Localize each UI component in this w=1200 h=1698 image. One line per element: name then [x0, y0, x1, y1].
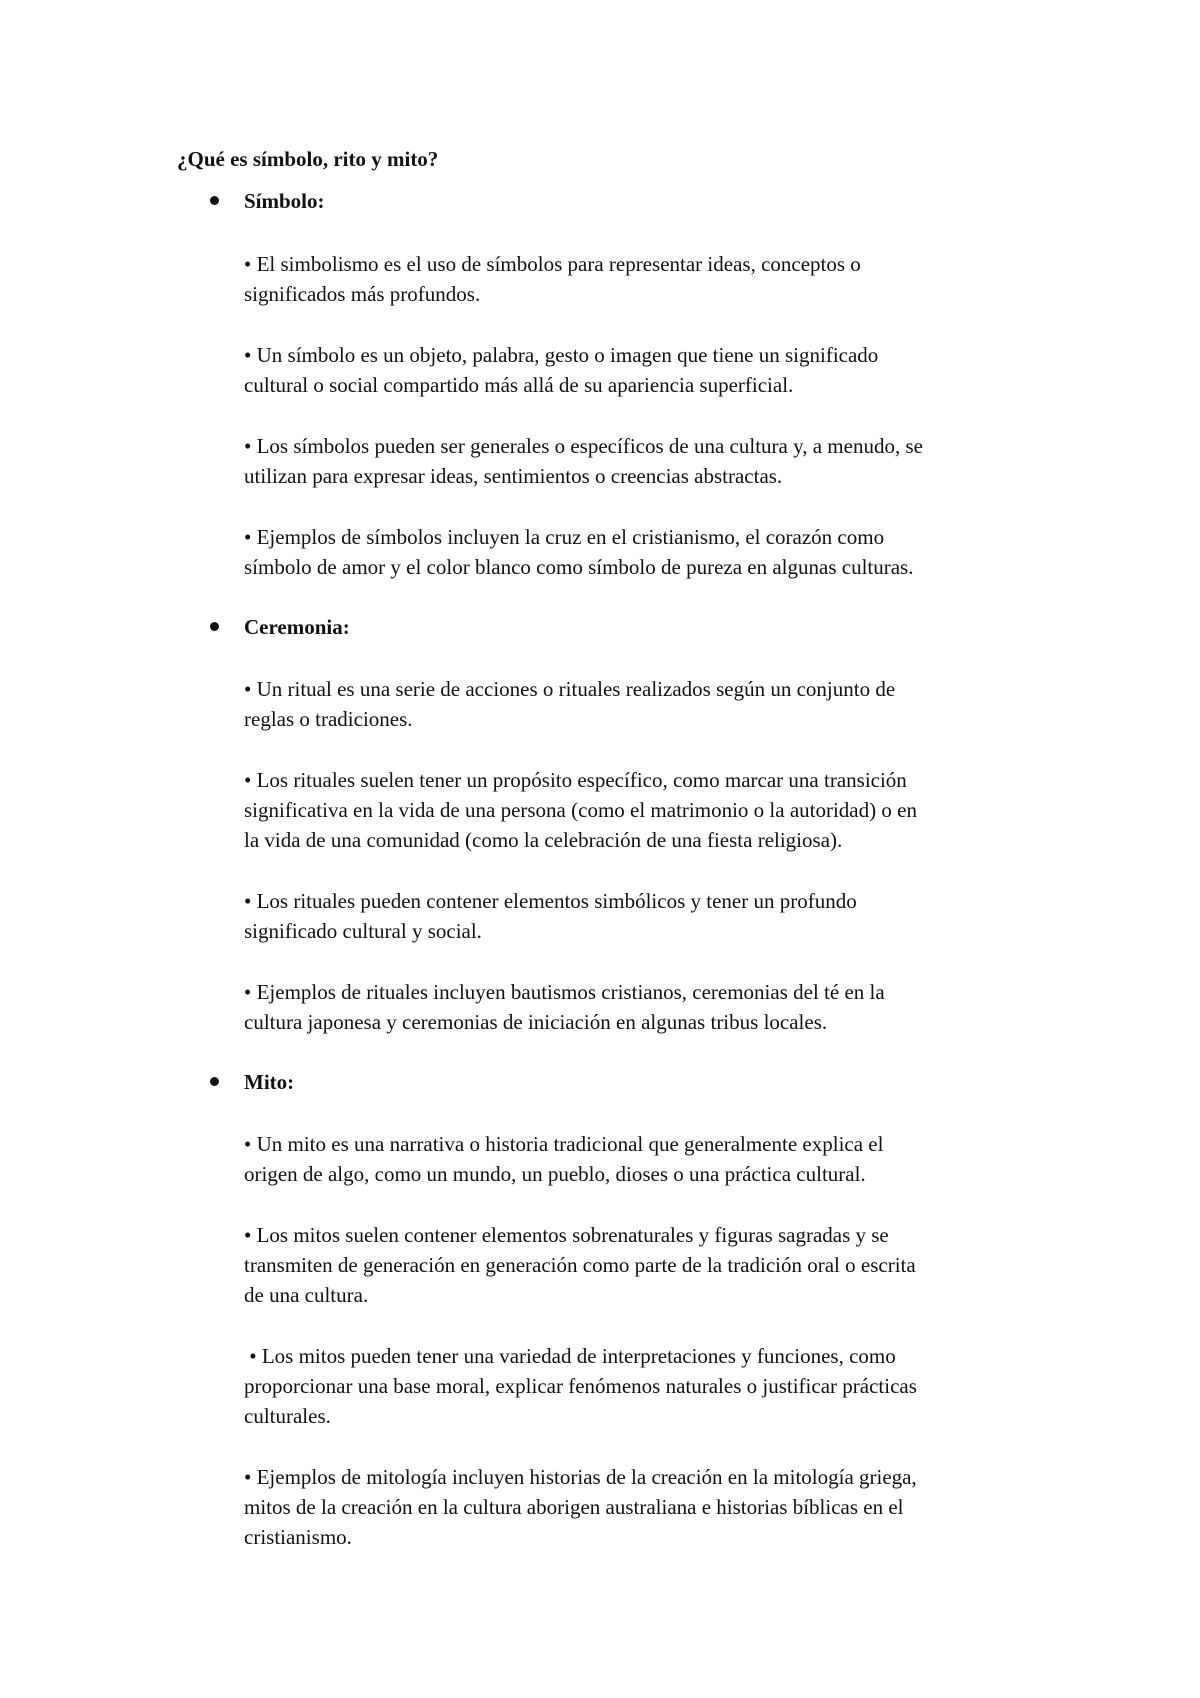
- paragraph-line: • Los mitos suelen contener elementos sobrenaturales y figuras sagradas y se: [244, 1223, 889, 1247]
- paragraph-simbolo-2: [244, 340, 1044, 400]
- paragraph-ceremonia-3: [244, 886, 1044, 946]
- paragraph-line: cristianismo.: [244, 1525, 352, 1549]
- paragraph-line: culturales.: [244, 1404, 331, 1428]
- paragraph-line: • Ejemplos de símbolos incluyen la cruz en el cristianismo, el corazón como: [244, 525, 885, 549]
- paragraph-line: símbolo de amor y el color blanco como símbolo de pureza en algunas culturas.: [244, 555, 914, 579]
- paragraph-line: • Los rituales pueden contener elementos simbólicos y tener un profundo: [244, 889, 857, 913]
- paragraph-mito-1: [244, 1129, 1044, 1189]
- bullet-dot-icon: [210, 622, 219, 631]
- paragraph-line: • Ejemplos de rituales incluyen bautismos cristianos, ceremonias del té en la: [244, 980, 885, 1004]
- section-heading-mito: Mito:: [244, 1070, 295, 1094]
- paragraph-line: reglas o tradiciones.: [244, 707, 413, 731]
- paragraph-line: la vida de una comunidad (como la celebración de una fiesta religiosa).: [244, 828, 843, 852]
- paragraph-line: significativa en la vida de una persona (como el matrimonio o la autoridad) o en: [244, 798, 917, 822]
- paragraph-line: • Los símbolos pueden ser generales o específicos de una cultura y, a menudo, se: [244, 434, 923, 458]
- paragraph-line: transmiten de generación en generación como parte de la tradición oral o escrita: [244, 1253, 916, 1277]
- paragraph-line: • Los mitos pueden tener una variedad de interpretaciones y funciones, como: [244, 1344, 896, 1368]
- paragraph-line: • El simbolismo es el uso de símbolos para representar ideas, conceptos o: [244, 252, 861, 276]
- paragraph-line: origen de algo, como un mundo, un pueblo, dioses o una práctica cultural.: [244, 1162, 866, 1186]
- paragraph-line: significados más profundos.: [244, 282, 481, 306]
- section-heading-ceremonia: Ceremonia:: [244, 615, 350, 639]
- paragraph-mito-4: [244, 1462, 1044, 1552]
- paragraph-mito-3: [244, 1341, 1044, 1431]
- paragraph-line: proporcionar una base moral, explicar fenómenos naturales o justificar prácticas: [244, 1374, 917, 1398]
- paragraph-line: • Los rituales suelen tener un propósito específico, como marcar una transición: [244, 768, 907, 792]
- paragraph-line: • Un mito es una narrativa o historia tradicional que generalmente explica el: [244, 1132, 884, 1156]
- paragraph-ceremonia-1: [244, 674, 1044, 734]
- paragraph-line: • Un ritual es una serie de acciones o rituales realizados según un conjunto de: [244, 677, 896, 701]
- paragraph-line: mitos de la creación en la cultura aborigen australiana e historias bíblicas en el: [244, 1495, 904, 1519]
- paragraph-line: cultura japonesa y ceremonias de iniciación en algunas tribus locales.: [244, 1010, 828, 1034]
- paragraph-line: de una cultura.: [244, 1283, 369, 1307]
- paragraph-line: • Ejemplos de mitología incluyen historias de la creación en la mitología griega,: [244, 1465, 917, 1489]
- paragraph-line: cultural o social compartido más allá de su apariencia superficial.: [244, 373, 794, 397]
- paragraph-simbolo-3: [244, 431, 1044, 491]
- paragraph-mito-2: [244, 1220, 1044, 1310]
- section-heading-simbolo: Símbolo:: [244, 189, 325, 213]
- bullet-dot-icon: [210, 196, 219, 205]
- paragraph-ceremonia-2: [244, 765, 1044, 855]
- paragraph-simbolo-4: [244, 522, 1044, 582]
- paragraph-line: • Un símbolo es un objeto, palabra, gesto o imagen que tiene un significado: [244, 343, 879, 367]
- paragraph-simbolo-1: [244, 249, 1044, 309]
- paragraph-line: significado cultural y social.: [244, 919, 482, 943]
- paragraph-ceremonia-4: [244, 977, 1044, 1037]
- bullet-dot-icon: [210, 1077, 219, 1086]
- paragraph-line: utilizan para expresar ideas, sentimientos o creencias abstractas.: [244, 464, 783, 488]
- document-title: ¿Qué es símbolo, rito y mito?: [177, 147, 439, 171]
